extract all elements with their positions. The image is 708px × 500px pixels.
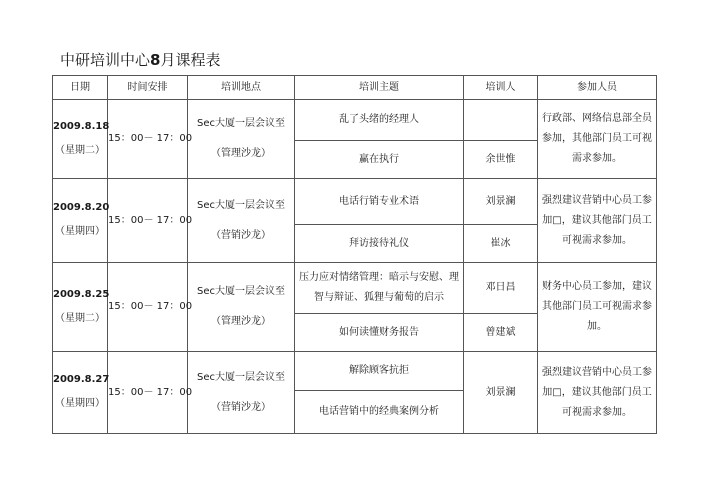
trainer-cell: 刘景澜: [464, 352, 538, 434]
trainer-cell: 余世惟: [464, 141, 538, 179]
location-value: Sec大厦一层会议至: [197, 199, 285, 211]
header-row: [53, 76, 657, 100]
topic-cell: 赢在执行: [295, 141, 464, 179]
title-month: 8: [150, 51, 161, 69]
location-value: Sec大厦一层会议至: [197, 371, 285, 383]
trainer-cell: 邓日昌: [464, 263, 538, 314]
venue-value: （管理沙龙）: [211, 316, 271, 327]
venue-value: （管理沙龙）: [211, 148, 271, 159]
time-cell: 15：00－ 17：00: [108, 352, 188, 434]
trainer-cell: [464, 100, 538, 141]
topic-cell: 解除顾客抗拒: [295, 352, 464, 391]
table-row: [53, 263, 657, 314]
trainer-cell: 刘景澜: [464, 179, 538, 225]
time-cell: 15：00－ 17：00: [108, 100, 188, 179]
attendees-cell: 行政部、网络信息部全员参加，其他部门员工可视需求参加。: [538, 100, 657, 179]
date-cell: [53, 263, 108, 352]
location-value: Sec大厦一层会议至: [197, 118, 285, 129]
date-value: 2009.8.18: [53, 120, 110, 132]
title-prefix: 中研培训中心: [60, 51, 151, 69]
attendees-cell: 强烈建议营销中心员工参加□，建议其他部门员工可视需求参加。: [538, 352, 657, 434]
venue-value: （营销沙龙）: [211, 401, 271, 413]
topic-cell: 如何读懂财务报告: [295, 314, 464, 352]
weekday-value: （星期二）: [55, 144, 105, 156]
header-trainer: 培训人: [464, 76, 538, 100]
date-value: 2009.8.27: [53, 374, 110, 385]
venue-value: （营销沙龙）: [211, 229, 271, 241]
weekday-value: （星期四）: [55, 398, 105, 409]
location-cell: [188, 100, 295, 179]
table-row: [53, 352, 657, 391]
header-topic: 培训主题: [295, 76, 464, 100]
header-location: 培训地点: [188, 76, 295, 100]
title-suffix: 月课程表: [160, 51, 221, 69]
attendees-cell: 强烈建议营销中心员工参加□，建议其他部门员工可视需求参加。: [538, 179, 657, 263]
location-cell: [188, 179, 295, 263]
weekday-value: （星期四）: [55, 226, 105, 237]
date-cell: [53, 352, 108, 434]
topic-cell: 压力应对情绪管理：暗示与安慰、理智与辩证、狐狸与葡萄的启示: [295, 263, 464, 314]
page-title: [60, 50, 220, 70]
weekday-value: （星期二）: [55, 312, 105, 324]
location-cell: [188, 263, 295, 352]
time-cell: 15：00－ 17：00: [108, 179, 188, 263]
time-cell: 15：00－ 17：00: [108, 263, 188, 352]
date-value: 2009.8.25: [53, 288, 110, 300]
schedule-table: [52, 75, 657, 434]
date-value: 2009.8.20: [53, 202, 110, 213]
topic-cell: 拜访接待礼仪: [295, 225, 464, 263]
topic-cell: 电话营销中的经典案例分析: [295, 391, 464, 434]
table-row: [53, 100, 657, 141]
trainer-cell: 曾建斌: [464, 314, 538, 352]
trainer-cell: 崔冰: [464, 225, 538, 263]
location-value: Sec大厦一层会议至: [197, 286, 285, 297]
header-attendees: 参加人员: [538, 76, 657, 100]
topic-cell: 电话行销专业术语: [295, 179, 464, 225]
attendees-cell: 财务中心员工参加，建议其他部门员工可视需求参加。: [538, 263, 657, 352]
table-row: [53, 179, 657, 225]
location-cell: [188, 352, 295, 434]
date-cell: [53, 179, 108, 263]
date-cell: [53, 100, 108, 179]
header-time: 时间安排: [108, 76, 188, 100]
topic-cell: 乱了头绪的经理人: [295, 100, 464, 141]
header-date: 日期: [53, 76, 108, 100]
